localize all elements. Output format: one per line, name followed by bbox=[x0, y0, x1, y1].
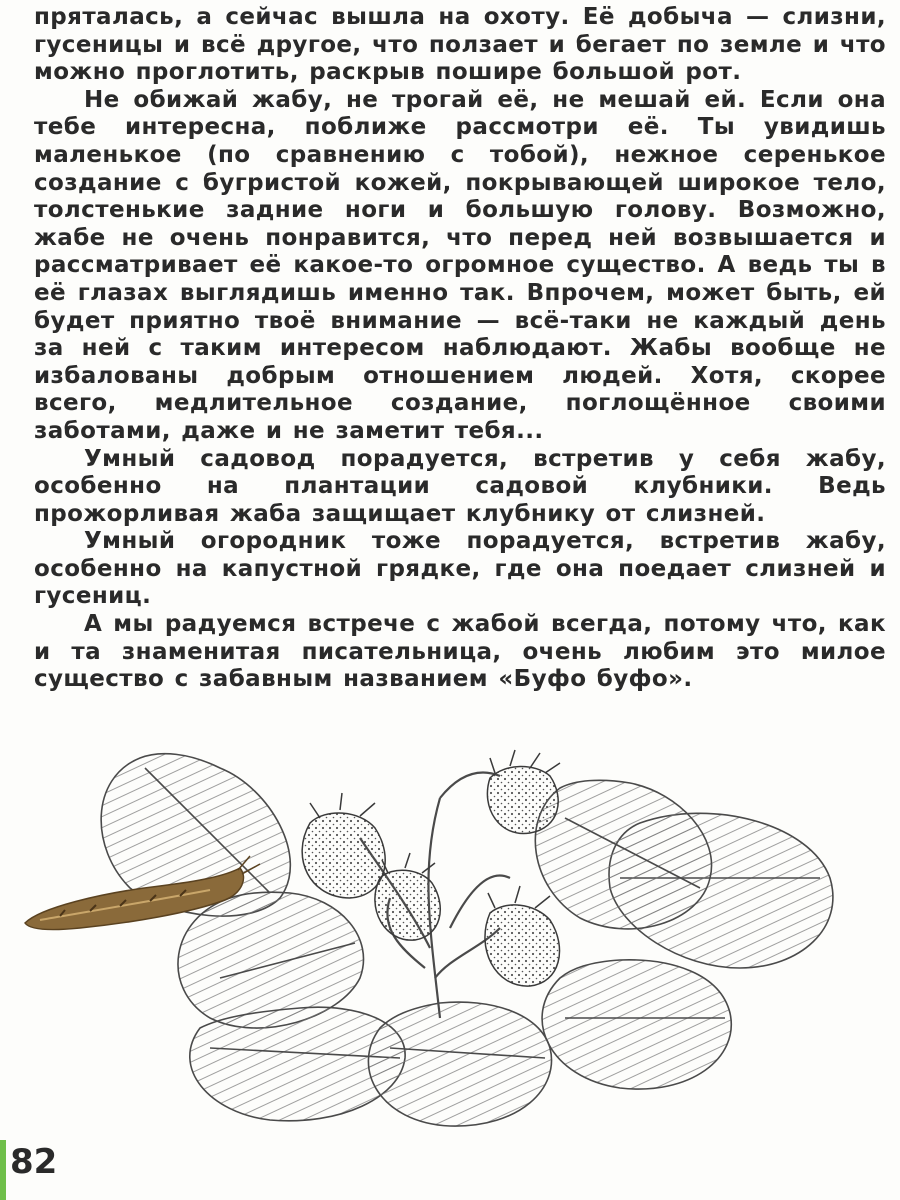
leaf-bottom-right bbox=[542, 960, 731, 1089]
page-edge-marker bbox=[0, 1140, 6, 1200]
leaf-right bbox=[535, 780, 711, 929]
strawberry-top bbox=[487, 750, 560, 834]
paragraph-1: пряталась, а сейчас вышла на охоту. Её добыча — слизни, гусеницы и всё другое, что ползает и бегает по земле и что можно проглотить, раскрыв пошире большой рот. bbox=[34, 4, 886, 86]
page-number: 82 bbox=[10, 1142, 58, 1182]
strawberry-illustration bbox=[20, 728, 870, 1130]
paragraph-5: А мы радуемся встрече с жабой всегда, потому что, как и та знаменитая писательница, очень любим это милое существо с забавным названием «Буфо буфо». bbox=[34, 611, 886, 693]
strawberry-right bbox=[485, 886, 560, 986]
strawberry-middle bbox=[375, 853, 440, 940]
body-text bbox=[34, 4, 886, 694]
paragraph-3: Умный садовод порадуется, встретив у себя жабу, особенно на плантации садовой клубники. Ведь прожорливая жаба защищает клубнику от слизней. bbox=[34, 445, 886, 527]
strawberry-left bbox=[302, 793, 385, 898]
paragraph-4: Умный огородник тоже порадуется, встретив жабу, особенно на капустной грядке, где она поедает слизней и гусениц. bbox=[34, 528, 886, 610]
paragraph-2: Не обижай жабу, не трогай её, не мешай ей. Если она тебе интересна, поближе рассмотри её. Ты увидишь маленькое (по сравнению с тобой), нежное серенькое создание с бугристой кожей, покрывающей широкое тело, толстенькие задние ноги и большую голову. Возможно, жабе не очень понравится, что перед ней возвышается и рассматривает её какое-то огромное существо. А ведь ты в её глазах выглядишь именно так. Впрочем, может быть, ей будет приятно твоё внимание — всё-таки не каждый день за ней с таким интересом наблюдают. Жабы вообще не избалованы добрым отношением людей. Хотя, скорее всего, медлительное создание, поглощённое своими заботами, даже и не заметит тебя... bbox=[34, 86, 886, 444]
leaf-bottom-center bbox=[368, 1002, 551, 1126]
